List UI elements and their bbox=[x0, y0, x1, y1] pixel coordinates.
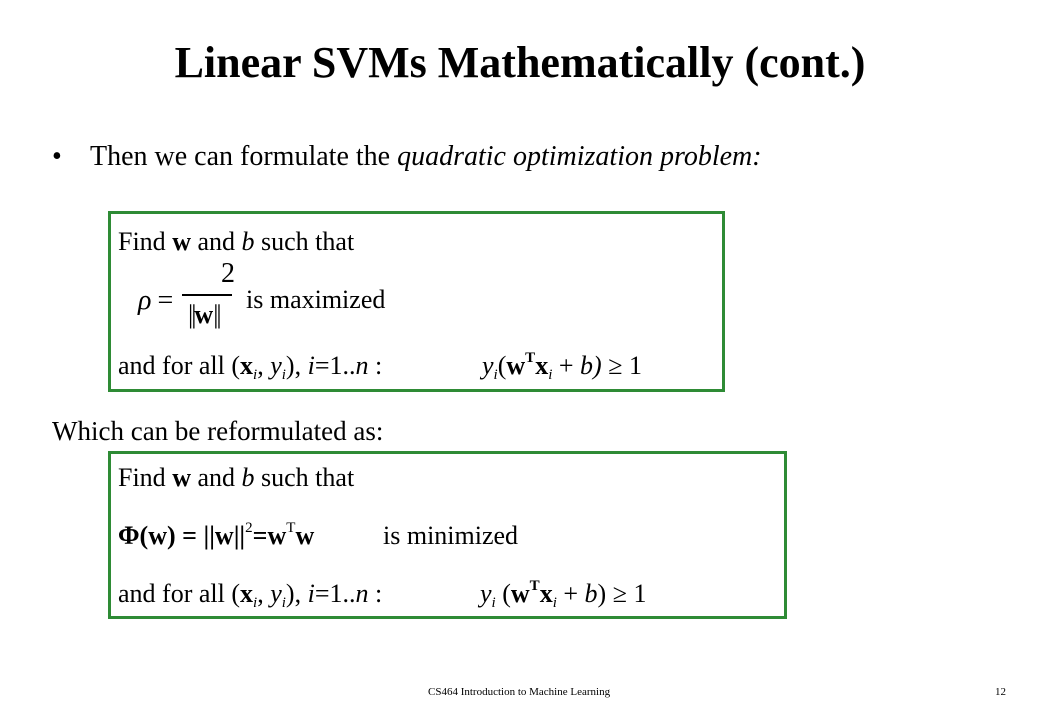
subscript-i: i bbox=[548, 367, 553, 383]
fraction-denominator bbox=[188, 300, 220, 330]
reformulated-text: Which can be reformulated as: bbox=[52, 416, 384, 446]
b-variable: b bbox=[241, 463, 255, 492]
constraint-prefix: and for all ( bbox=[118, 351, 241, 380]
colon: : bbox=[368, 579, 383, 608]
w-variable: w bbox=[295, 521, 315, 550]
index-i: i bbox=[307, 579, 315, 608]
transpose-T: T bbox=[286, 520, 296, 536]
superscript-two: 2 bbox=[245, 520, 253, 536]
transpose-T: T bbox=[529, 578, 540, 594]
range-text: =1.. bbox=[314, 351, 356, 380]
open-paren: ( bbox=[495, 579, 511, 608]
and-text: and bbox=[190, 463, 242, 492]
y-variable: y bbox=[480, 579, 492, 608]
w-variable: w bbox=[172, 463, 191, 492]
comma: , bbox=[257, 351, 271, 380]
plus-sign: + bbox=[552, 351, 581, 380]
norm-bars-right: || bbox=[213, 300, 220, 329]
bullet-emphasis: quadratic optimization problem: bbox=[397, 141, 762, 172]
colon: : bbox=[368, 351, 383, 380]
equals-sign: = bbox=[157, 285, 174, 316]
box1-find-line bbox=[118, 226, 354, 257]
subscript-i: i bbox=[552, 595, 557, 611]
index-i: i bbox=[307, 351, 315, 380]
w-variable: w bbox=[510, 579, 530, 608]
w-variable: w bbox=[267, 521, 287, 550]
norm-bars-left: || bbox=[188, 300, 195, 329]
box1-constraint-rhs bbox=[482, 350, 642, 381]
bullet-item bbox=[52, 140, 762, 174]
is-minimized-text: is minimized bbox=[383, 521, 519, 550]
open-paren: ( bbox=[497, 351, 507, 380]
transpose-T: T bbox=[525, 350, 536, 366]
b-variable: b bbox=[241, 227, 255, 256]
is-maximized-text: is maximized bbox=[246, 285, 386, 314]
fraction-bar bbox=[182, 294, 232, 296]
range-text: =1.. bbox=[314, 579, 356, 608]
find-text: Find bbox=[118, 463, 173, 492]
close-paren: ) bbox=[597, 579, 607, 608]
subscript-i: i bbox=[281, 367, 286, 383]
bullet-marker: • bbox=[52, 141, 62, 172]
index-n: n bbox=[355, 351, 369, 380]
comma: , bbox=[257, 579, 271, 608]
box1-constraint-line bbox=[118, 350, 382, 381]
x-variable: x bbox=[539, 579, 553, 608]
constraint-prefix: and for all ( bbox=[118, 579, 241, 608]
phi-norm-expression: Φ(w) = ||w|| bbox=[118, 521, 246, 550]
subscript-i: i bbox=[253, 595, 258, 611]
such-that-text: such that bbox=[254, 463, 355, 492]
geq-one: ≥ 1 bbox=[601, 351, 642, 380]
x-variable: x bbox=[535, 351, 549, 380]
subscript-i: i bbox=[491, 595, 496, 611]
and-text: and bbox=[190, 227, 242, 256]
subscript-i: i bbox=[493, 367, 498, 383]
such-that-text: such that bbox=[254, 227, 355, 256]
b-variable: b bbox=[584, 579, 598, 608]
geq-one: ≥ 1 bbox=[606, 579, 647, 608]
index-n: n bbox=[355, 579, 369, 608]
rho-symbol: ρ bbox=[138, 285, 152, 316]
box2-objective-line bbox=[118, 520, 314, 551]
w-norm-variable: w bbox=[194, 300, 214, 329]
y-variable: y bbox=[482, 351, 494, 380]
subscript-i: i bbox=[281, 595, 286, 611]
box2-constraint-line bbox=[118, 578, 382, 609]
footer-page-number: 12 bbox=[995, 686, 1006, 698]
b-variable: b) bbox=[580, 351, 602, 380]
equals-sign: = bbox=[252, 521, 268, 550]
find-text: Find bbox=[118, 227, 173, 256]
bullet-text: Then we can formulate the bbox=[90, 141, 398, 172]
box2-constraint-rhs bbox=[480, 578, 646, 609]
subscript-i: i bbox=[253, 367, 258, 383]
y-variable: y bbox=[270, 579, 282, 608]
rho-equation bbox=[138, 285, 173, 317]
fraction-numerator: 2 bbox=[221, 258, 235, 289]
slide-title: Linear SVMs Mathematically (cont.) bbox=[174, 38, 866, 87]
box2-find-line bbox=[118, 462, 354, 493]
x-variable: x bbox=[240, 351, 254, 380]
w-variable: w bbox=[506, 351, 526, 380]
w-variable: w bbox=[172, 227, 191, 256]
x-variable: x bbox=[240, 579, 254, 608]
close-paren: ), bbox=[285, 579, 308, 608]
footer-course-name: CS464 Introduction to Machine Learning bbox=[428, 686, 611, 698]
close-paren: ), bbox=[285, 351, 308, 380]
plus-sign: + bbox=[556, 579, 585, 608]
y-variable: y bbox=[270, 351, 282, 380]
